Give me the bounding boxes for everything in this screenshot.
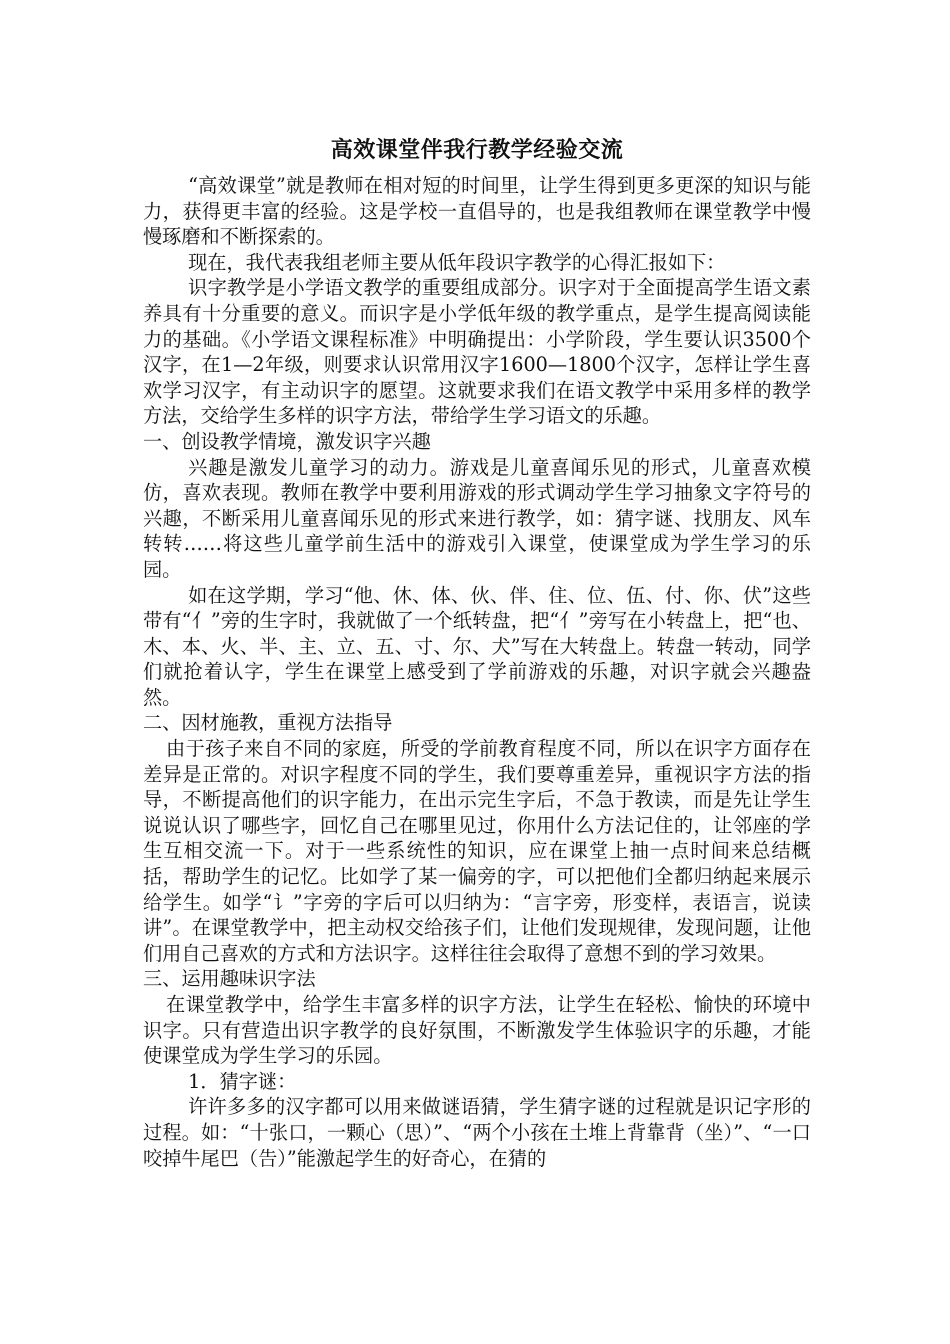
paragraph-riddles: 许许多多的汉字都可以用来做谜语猜，学生猜字谜的过程就是识记字形的过程。如：“十张口，一颗心（思）”、“两个小孩在土堆上背靠背（坐）”、“一口咬掉牛尾巴（告）”能激起学生的好奇心，在猜的 <box>143 1095 811 1170</box>
paragraph-method-guidance: 由于孩子来自不同的家庭，所受的学前教育程度不同，所以在识字方面存在差异是正常的。对识字程度不同的学生，我们要尊重差异，重视识字方法的指导，不断提高他们的识字能力，在出示完生字后，不急于教读，而是先让学生说说认识了哪些字，回忆自己在哪里见过，你用什么方法记住的，让邻座的学生互相交流一下。对于一些系统性的知识，应在课堂上抽一点时间来总结概括，帮助学生的记忆。比如学了某一偏旁的字，可以把他们全都归纳起来展示给学生。如学“讠”字旁的字后可以归纳为：“言字旁，形变样，表语言，说读讲”。在课堂教学中，把主动权交给孩子们，让他们发现规律，发现问题，让他们用自己喜欢的方式和方法识字。这样往往会取得了意想不到的学习效果。 <box>143 737 811 965</box>
subheading-riddles: 1．猜字谜： <box>188 1069 297 1093</box>
paragraph-turntable-example: 如在这学期，学习“他、休、体、伙、伴、住、位、伍、付、你、伏”这些带有“亻”旁的生字时，我就做了一个纸转盘，把“亻”旁写在小转盘上，把“也、木、本、火、半、主、立、五、寸、尔、犬”写在大转盘上。转盘一转动，同学们就抢着认字，学生在课堂上感受到了学前游戏的乐趣，对识字就会兴趣盎然。 <box>143 583 811 709</box>
paragraph-intro: “高效课堂”就是教师在相对短的时间里，让学生得到更多更深的知识与能力，获得更丰富的经验。这是学校一直倡导的，也是我组教师在课堂教学中慢慢琢磨和不断探索的。 <box>143 174 811 249</box>
section-heading-2: 二、因材施教，重视方法指导 <box>143 711 393 735</box>
paragraph-literacy-importance: 识字教学是小学语文教学的重要组成部分。识字对于全面提高学生语文素养具有十分重要的意义。而识字是小学低年级的教学重点，是学生提高阅读能力的基础。《小学语文课程标准》中明确提出：小学阶段，学生要认识3500个汉字，在1—2年级，则要求认识常用汉字1600—1800个汉字，怎样让学生喜欢学习汉字，有主动识字的愿望。这就要求我们在语文教学中采用多样的教学方法，交给学生多样的识字方法，带给学生学习语文的乐趣。 <box>143 276 811 428</box>
section-heading-1: 一、创设教学情境，激发识字兴趣 <box>143 429 431 453</box>
document-title: 高效课堂伴我行教学经验交流 <box>330 137 624 163</box>
section-heading-3: 三、运用趣味识字法 <box>143 967 316 991</box>
document-page <box>143 135 811 1171</box>
paragraph-report: 现在，我代表我组老师主要从低年段识字教学的心得汇报如下： <box>188 250 726 274</box>
paragraph-fun-methods: 在课堂教学中，给学生丰富多样的识字方法，让学生在轻松、愉快的环境中识字。只有营造出识字教学的良好氛围，不断激发学生体验识字的乐趣，才能使课堂成为学生学习的乐园。 <box>143 993 811 1068</box>
paragraph-interest: 兴趣是激发儿童学习的动力。游戏是儿童喜闻乐见的形式，儿童喜欢模仿，喜欢表现。教师在教学中要利用游戏的形式调动学生学习抽象文字符号的兴趣，不断采用儿童喜闻乐见的形式来进行教学，如：猜字谜、找朋友、风车转转……将这些儿童学前生活中的游戏引入课堂，使课堂成为学生学习的乐园。 <box>143 455 811 581</box>
